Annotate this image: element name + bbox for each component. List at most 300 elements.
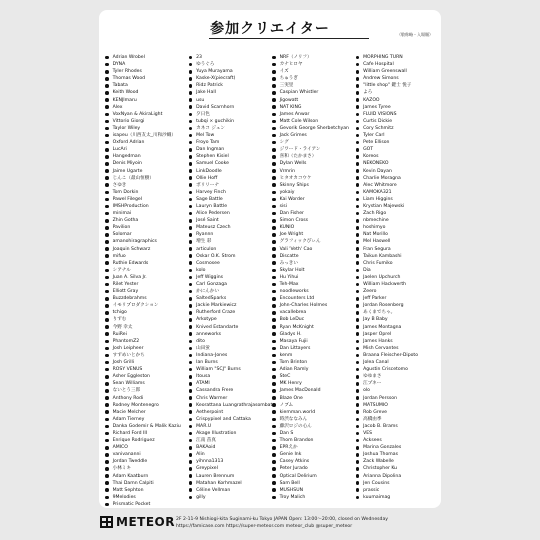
- list-item: [105, 231, 189, 238]
- list-item: [105, 416, 189, 423]
- bullet-icon: [272, 191, 276, 195]
- creator-name: mifuo: [112, 253, 126, 259]
- creator-name: Ryannn: [196, 232, 214, 238]
- creator-name: Keith Wood: [112, 90, 139, 96]
- list-item: [356, 168, 440, 175]
- creator-name: Taikun Kambashi: [363, 253, 402, 259]
- creator-name: David Scarnhorn: [196, 104, 235, 110]
- list-item: [356, 288, 440, 295]
- list-item: [272, 309, 356, 316]
- footer: [0, 512, 540, 534]
- bullet-icon: [356, 318, 360, 322]
- bullet-icon: [189, 205, 193, 209]
- list-item: [356, 444, 440, 451]
- creator-name: Agustin Criscetomo: [363, 367, 408, 373]
- list-item: [189, 168, 273, 175]
- list-item: [189, 68, 273, 75]
- list-item: [356, 68, 440, 75]
- list-item: [356, 352, 440, 359]
- creator-name: Christopher Ku: [363, 466, 398, 472]
- creator-name: Alex: [112, 104, 123, 110]
- creator-name: Gevorik George Sherbetchyan: [279, 125, 349, 131]
- bullet-icon: [356, 325, 360, 329]
- bullet-icon: [356, 212, 360, 216]
- creator-name: ATAMI: [196, 381, 210, 387]
- list-item: [105, 97, 189, 104]
- creator-name: Sam Bell: [279, 480, 300, 486]
- creator-name: yokaiy: [279, 189, 295, 195]
- list-item: [272, 146, 356, 153]
- list-item: [272, 451, 356, 458]
- list-item: [272, 238, 356, 245]
- creator-name: Zeero: [363, 289, 377, 295]
- creator-name: James MacDonald: [279, 388, 321, 394]
- creator-name: Jordan Tweddle: [112, 459, 148, 465]
- bullet-icon: [356, 105, 360, 109]
- list-item: [189, 217, 273, 224]
- bullet-icon: [189, 467, 193, 471]
- list-item: [272, 331, 356, 338]
- creator-name: Ian Burns: [196, 360, 218, 366]
- list-item: [189, 473, 273, 480]
- list-item: [105, 380, 189, 387]
- bullet-icon: [272, 120, 276, 124]
- creator-name: Oxford Adrian: [112, 140, 145, 146]
- bullet-icon: [105, 389, 109, 393]
- creator-name: Solomar: [112, 232, 132, 238]
- list-item: [189, 309, 273, 316]
- bullet-icon: [356, 70, 360, 74]
- list-item: [189, 487, 273, 494]
- list-item: [272, 111, 356, 118]
- list-item: [272, 153, 356, 160]
- list-item: [105, 118, 189, 125]
- list-item: [189, 54, 273, 61]
- creator-name: Sean Williams: [112, 381, 145, 387]
- creator-name: Liam Higgins: [363, 196, 393, 202]
- creator-name: Skylar Holt: [279, 267, 305, 273]
- bullet-icon: [272, 425, 276, 429]
- list-item: [272, 380, 356, 387]
- list-item: [105, 175, 189, 182]
- list-item: [105, 253, 189, 260]
- creator-name: Vrmrin: [279, 168, 296, 174]
- list-item: [105, 89, 189, 96]
- bullet-icon: [105, 169, 109, 173]
- bullet-icon: [105, 496, 109, 500]
- list-item: [189, 61, 273, 68]
- creator-name: KAMOKA321: [363, 189, 392, 195]
- list-item: [189, 118, 273, 125]
- list-item: [272, 260, 356, 267]
- bullet-icon: [272, 340, 276, 344]
- list-item: [356, 61, 440, 68]
- list-item: [356, 338, 440, 345]
- list-item: [272, 324, 356, 331]
- list-item: [272, 295, 356, 302]
- creator-name: Arkotype: [196, 317, 217, 323]
- creator-name: Vali 'Veth' Cao: [279, 246, 313, 252]
- creator-name: Rob Greve: [363, 409, 387, 415]
- creator-name: MATSUMIO: [363, 402, 388, 408]
- creator-name: グラフィックぴぃん: [279, 239, 321, 245]
- bullet-icon: [356, 113, 360, 117]
- creator-name: articulon: [196, 246, 217, 252]
- bullet-icon: [105, 297, 109, 301]
- list-item: [105, 366, 189, 373]
- creator-name: Mel Tow: [196, 133, 215, 139]
- list-item: [356, 97, 440, 104]
- bullet-icon: [272, 105, 276, 109]
- bullet-icon: [356, 410, 360, 414]
- creator-name: Adam Tierney: [112, 416, 145, 422]
- bullet-icon: [105, 432, 109, 436]
- creator-columns: [105, 54, 439, 508]
- creator-name: 夕日色: [196, 111, 210, 117]
- bullet-icon: [189, 134, 193, 138]
- creator-name: James Montagna: [363, 324, 402, 330]
- list-item: [356, 153, 440, 160]
- list-item: [189, 423, 273, 430]
- creator-name: Hangedman: [112, 154, 141, 160]
- list-item: [272, 196, 356, 203]
- list-item: [105, 210, 189, 217]
- list-item: [105, 224, 189, 231]
- bullet-icon: [105, 318, 109, 322]
- creator-name: vanivananni: [112, 452, 141, 458]
- creator-name: MUSHSUN: [279, 487, 304, 493]
- list-item: [272, 54, 356, 61]
- creator-name: isapeu（川西友太_川和沙織）: [112, 133, 176, 139]
- creator-name: Tom Dorkin: [112, 189, 139, 195]
- bullet-icon: [105, 240, 109, 244]
- list-item: [356, 224, 440, 231]
- bullet-icon: [272, 467, 276, 471]
- creator-name: Jeff Wiggins: [196, 274, 224, 280]
- list-item: [189, 316, 273, 323]
- creator-name: Jen Cousins: [363, 480, 390, 486]
- creator-name: DYNA: [112, 62, 126, 68]
- bullet-icon: [189, 233, 193, 237]
- list-item: [105, 352, 189, 359]
- bullet-icon: [272, 283, 276, 287]
- list-item: [189, 89, 273, 96]
- bullet-icon: [189, 219, 193, 223]
- bullet-icon: [189, 418, 193, 422]
- creator-name: Enrique Rodriguez: [112, 438, 155, 444]
- bullet-icon: [356, 403, 360, 407]
- bullet-icon: [105, 332, 109, 336]
- list-item: [189, 373, 273, 380]
- creator-name: LucAri: [112, 147, 127, 153]
- bullet-icon: [356, 347, 360, 351]
- bullet-icon: [272, 354, 276, 358]
- bullet-icon: [356, 460, 360, 464]
- bullet-icon: [356, 283, 360, 287]
- creator-name: Optical Delirium: [279, 473, 317, 479]
- bullet-icon: [272, 269, 276, 273]
- list-item: [189, 387, 273, 394]
- list-item: [272, 97, 356, 104]
- bullet-icon: [189, 91, 193, 95]
- bullet-icon: [356, 162, 360, 166]
- creator-name: William "SCJ" Burns: [196, 367, 241, 373]
- list-item: [105, 444, 189, 451]
- bullet-icon: [356, 56, 360, 60]
- list-item: [105, 373, 189, 380]
- list-item: [272, 395, 356, 402]
- bullet-icon: [356, 141, 360, 145]
- bullet-icon: [189, 396, 193, 400]
- creator-name: Thom Brandon: [279, 438, 314, 444]
- bullet-icon: [105, 269, 109, 273]
- list-item: [189, 210, 273, 217]
- bullet-icon: [105, 481, 109, 485]
- list-item: [189, 75, 273, 82]
- bullet-icon: [272, 113, 276, 117]
- creator-name: Josh Leipheer: [112, 345, 144, 351]
- bullet-icon: [105, 382, 109, 386]
- bullet-icon: [272, 290, 276, 294]
- creator-name: olo: [363, 388, 370, 394]
- creator-name: Blaze One: [279, 395, 303, 401]
- list-item: [272, 182, 356, 189]
- list-item: [356, 139, 440, 146]
- bullet-icon: [356, 418, 360, 422]
- bullet-icon: [272, 240, 276, 244]
- list-item: [105, 274, 189, 281]
- list-item: [105, 104, 189, 111]
- bullet-icon: [272, 176, 276, 180]
- bullet-icon: [105, 403, 109, 407]
- creator-name: Crispypixel and Cattaka: [196, 416, 251, 422]
- creator-name: Prismatic Pocket: [112, 501, 151, 507]
- list-item: [356, 281, 440, 288]
- creator-name: 山田蛍: [196, 345, 210, 351]
- creator-name: Gladys H.: [279, 331, 302, 337]
- list-item: [105, 295, 189, 302]
- bullet-icon: [356, 205, 360, 209]
- bullet-icon: [189, 325, 193, 329]
- creator-name: Tyler Rhodes: [112, 69, 142, 75]
- list-item: [189, 224, 273, 231]
- bullet-icon: [189, 113, 193, 117]
- creator-name: Dan Ingman: [196, 147, 225, 153]
- creator-column: [356, 54, 440, 508]
- bullet-icon: [189, 304, 193, 308]
- list-item: [356, 217, 440, 224]
- list-item: [356, 82, 440, 89]
- bullet-icon: [272, 205, 276, 209]
- list-item: [356, 267, 440, 274]
- bullet-icon: [356, 439, 360, 443]
- creator-name: 増生 彩: [196, 239, 212, 245]
- bullet-icon: [272, 403, 276, 407]
- bullet-icon: [189, 410, 193, 414]
- creator-name: Tom Brinton: [279, 360, 308, 366]
- creator-name: Dan S: [279, 430, 294, 436]
- list-item: [189, 182, 273, 189]
- creator-name: Jasper Oprel: [363, 331, 392, 337]
- list-item: [105, 75, 189, 82]
- list-item: [356, 196, 440, 203]
- creator-name: SteC: [279, 374, 291, 380]
- list-item: [105, 437, 189, 444]
- creator-name: anneworks: [196, 331, 222, 337]
- bullet-icon: [189, 283, 193, 287]
- bullet-icon: [105, 91, 109, 95]
- list-item: [356, 111, 440, 118]
- bullet-icon: [105, 325, 109, 329]
- creator-name: GOT: [363, 147, 374, 153]
- list-item: [189, 125, 273, 132]
- creator-name: Elliott Gray: [112, 289, 139, 295]
- bullet-icon: [105, 56, 109, 60]
- creator-name: ゆうぐろ: [196, 62, 215, 68]
- creator-name: ROSY VENUS: [112, 367, 143, 373]
- meteor-logo: [100, 515, 175, 529]
- bullet-icon: [356, 361, 360, 365]
- list-item: [189, 82, 273, 89]
- bullet-icon: [189, 77, 193, 81]
- bullet-icon: [189, 318, 193, 322]
- list-item: [105, 260, 189, 267]
- list-item: [272, 352, 356, 359]
- list-item: [272, 224, 356, 231]
- creator-name: tubqi × guchikin: [196, 118, 235, 124]
- creator-name: Tyler Carl: [363, 133, 385, 139]
- creator-name: Joshua Thomas: [363, 452, 398, 458]
- bullet-icon: [105, 98, 109, 102]
- bullet-icon: [105, 63, 109, 67]
- creator-name: Teh-Max: [279, 282, 299, 287]
- bullet-icon: [356, 340, 360, 344]
- bullet-icon: [189, 120, 193, 124]
- creator-name: BAKAoid: [196, 445, 216, 451]
- bullet-icon: [272, 368, 276, 372]
- creator-name: Vittorio Giorgi: [112, 118, 145, 124]
- list-item: [356, 189, 440, 196]
- list-item: [272, 366, 356, 373]
- list-item: [272, 345, 356, 352]
- creator-name: kenm: [279, 352, 293, 358]
- bullet-icon: [356, 219, 360, 223]
- list-item: [356, 125, 440, 132]
- creator-name: Cosmosee: [196, 260, 220, 266]
- list-item: [356, 359, 440, 366]
- bullet-icon: [272, 396, 276, 400]
- bullet-icon: [356, 98, 360, 102]
- bullet-icon: [356, 240, 360, 244]
- bullet-icon: [272, 460, 276, 464]
- list-item: [105, 316, 189, 323]
- bullet-icon: [272, 247, 276, 251]
- creator-name: José Saint: [196, 218, 219, 224]
- list-item: [105, 324, 189, 331]
- bullet-icon: [189, 183, 193, 187]
- creator-name: KAZOO: [363, 97, 380, 103]
- list-item: [189, 366, 273, 373]
- creator-name: Jordan Persson: [363, 395, 397, 401]
- bullet-icon: [272, 183, 276, 187]
- bullet-icon: [189, 56, 193, 60]
- creator-name: AMICO: [112, 445, 128, 451]
- bullet-icon: [189, 247, 193, 251]
- creator-list-card: [99, 10, 441, 508]
- bullet-icon: [105, 113, 109, 117]
- bullet-icon: [272, 453, 276, 457]
- list-item: [272, 281, 356, 288]
- list-item: [272, 132, 356, 139]
- creator-name: Danka Godemir & Malik Kaziu: [112, 423, 181, 429]
- creator-name: Simon Cross: [279, 218, 309, 224]
- creator-name: Dan Fisher: [279, 211, 304, 217]
- list-item: [272, 409, 356, 416]
- creator-name: Zhin Gotha: [112, 218, 139, 224]
- list-item: [272, 231, 356, 238]
- creator-name: Krystian Majewski: [363, 203, 405, 209]
- bullet-icon: [189, 261, 193, 265]
- list-item: [272, 68, 356, 75]
- list-item: [189, 203, 273, 210]
- list-item: [105, 246, 189, 253]
- creator-name: nbmechine: [363, 218, 389, 224]
- creator-name: Matt Cole Wilson: [279, 118, 319, 124]
- bullet-icon: [356, 254, 360, 258]
- bullet-icon: [105, 354, 109, 358]
- creator-name: James Hanks: [363, 338, 393, 344]
- list-item: [356, 302, 440, 309]
- list-item: [189, 139, 273, 146]
- list-item: [189, 338, 273, 345]
- bullet-icon: [189, 382, 193, 386]
- list-item: [105, 423, 189, 430]
- bullet-icon: [272, 439, 276, 443]
- list-item: [189, 302, 273, 309]
- list-item: [356, 253, 440, 260]
- list-item: [272, 253, 356, 260]
- creator-name: tchigo: [112, 310, 127, 316]
- list-item: [356, 89, 440, 96]
- list-item: [105, 281, 189, 288]
- list-item: [356, 366, 440, 373]
- bullet-icon: [189, 432, 193, 436]
- list-item: [356, 487, 440, 494]
- creator-name: 江プネー: [363, 381, 382, 387]
- bullet-icon: [105, 311, 109, 315]
- list-item: [272, 458, 356, 465]
- creator-name: MK Henry: [279, 381, 302, 387]
- bullet-icon: [356, 481, 360, 485]
- creator-name: Josh Grilli: [112, 360, 135, 366]
- list-item: [356, 54, 440, 61]
- creator-name: "little shop" 鍵士 悦子: [363, 83, 412, 89]
- list-item: [189, 324, 273, 331]
- creator-name: Buzzdebrahms: [112, 296, 147, 302]
- creator-name: Curtis Dickie: [363, 118, 393, 124]
- creator-name: Jordan Rosenberg: [363, 303, 404, 309]
- bullet-icon: [105, 453, 109, 457]
- creator-name: Pete Ellison: [363, 140, 390, 146]
- bullet-icon: [356, 496, 360, 500]
- logo-text: METEOR: [116, 515, 175, 529]
- creator-name: 江南 苗真: [196, 438, 216, 444]
- creator-name: Kaske-X(piecraft): [196, 76, 236, 82]
- creator-column: [272, 54, 356, 508]
- creator-name: 今野 幸太: [112, 324, 133, 330]
- bullet-icon: [105, 425, 109, 429]
- creator-name: Denis Miyoin: [112, 161, 142, 167]
